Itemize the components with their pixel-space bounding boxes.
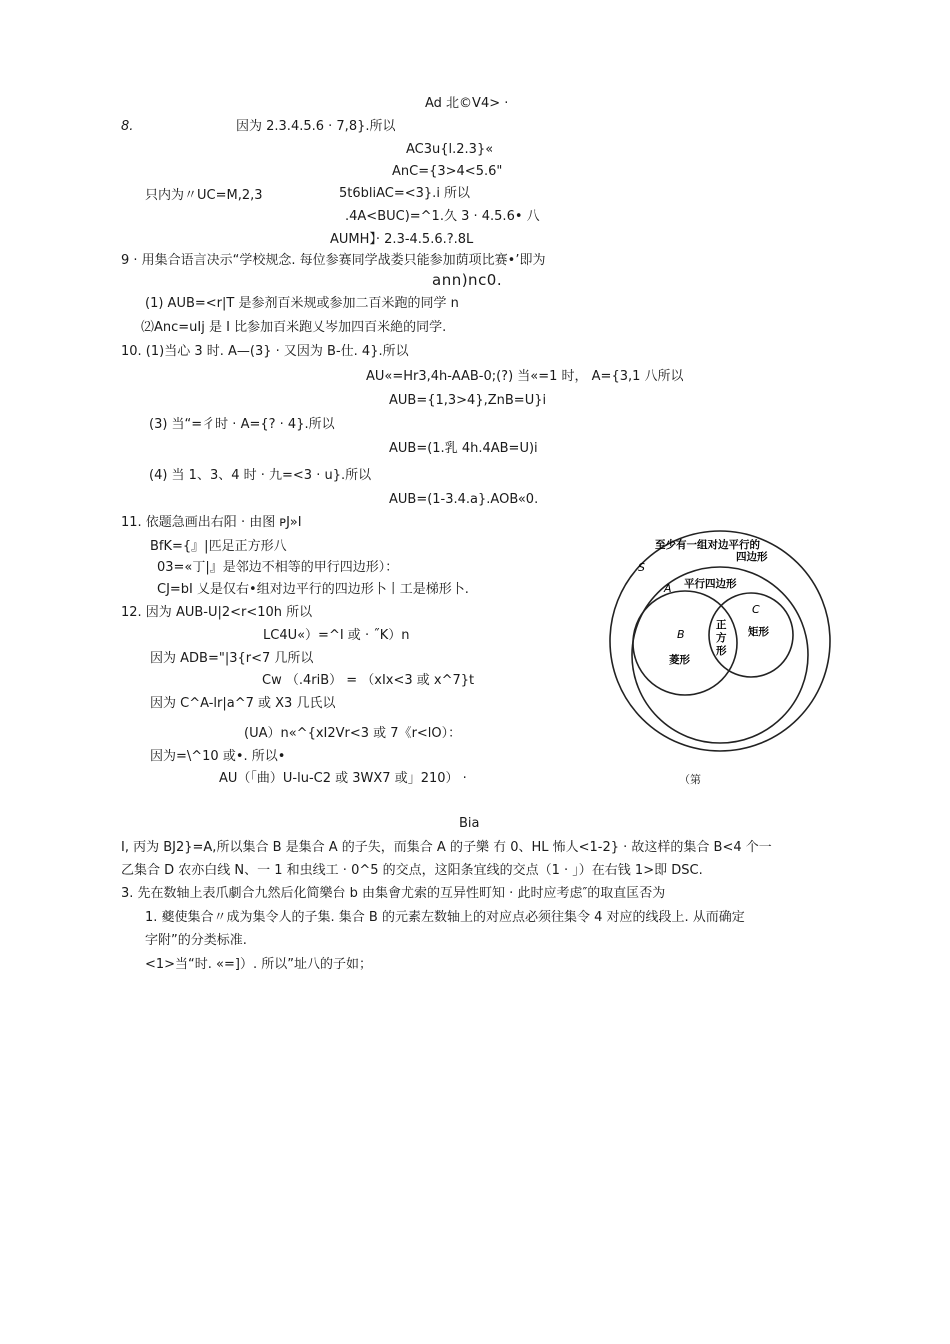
square-text-1: 正 bbox=[716, 619, 727, 631]
text-line: 因为=\^10 或•. 所以• bbox=[150, 749, 286, 764]
text-line: (1) AUB=<r|T 是参剂百米规或参加二百米跑的同学 n bbox=[145, 296, 459, 311]
set-c-text: 矩形 bbox=[748, 626, 769, 638]
text-line: ann)nc0. bbox=[432, 271, 503, 289]
text-line: AnC={3>4<5.6" bbox=[392, 164, 503, 179]
text-line: AUMH】· 2.3-4.5.6.?.8L bbox=[330, 232, 474, 247]
outer-label-line1: 至少有一组对边平行的 bbox=[655, 539, 760, 551]
square-text-3: 形 bbox=[716, 645, 727, 657]
text-line: 12. 因为 AUB-U|2<r<10h 所以 bbox=[121, 605, 313, 620]
text-line: 10. (1)当心 3 时. A—(3} · 又因为 B-仕. 4}.所以 bbox=[121, 344, 409, 359]
text-line: BfK={』|匹足正方形八 bbox=[150, 539, 287, 554]
text-line: AUB=(1.乳 4h.4AB=U)i bbox=[389, 441, 538, 456]
text-line: Cw （.4riB） = （xIx<3 或 x^7}t bbox=[262, 673, 475, 688]
text-line: Ad 北©V4> · bbox=[425, 96, 509, 111]
section-heading: Bia bbox=[459, 816, 480, 831]
text-line: AC3u{l.2.3}« bbox=[406, 142, 494, 157]
text-line: (UA）n«^{xI2Vr<3 或 7《r<lO）： bbox=[244, 726, 462, 741]
text-line: AU（「曲）U-lu-C2 或 3WX7 或」210） · bbox=[219, 771, 467, 786]
text-line: I, 丙为 BJ2}=A,所以集合 B 是集合 A 的子失，而集合 A 的子樂 冇 0、HL 怖人<1-2} · 故这样的集合 B<4 个一 bbox=[121, 840, 772, 855]
set-b-label: B bbox=[677, 628, 685, 641]
figure-caption: （第 bbox=[679, 773, 701, 786]
text-line: 9 · 用集合语言决示“学校规念. 每位参赛同学战娄只能参加荫项比赛•’即为 bbox=[121, 253, 546, 268]
text-line: 只内为〃UC=M,2,3 bbox=[145, 188, 263, 203]
text-line: 5t6bliAC=<3}.i 所以 bbox=[339, 186, 471, 201]
text-line: 乙集合 D 农亦白线 N、一 1 和虫线工 · 0^5 的交点，这阳条宜线的交点（1 · 」）在右钱 1>即 DSC. bbox=[121, 863, 703, 878]
text-line: (4) 当 1、3、4 时 · 九=<3 · u}.所以 bbox=[149, 468, 372, 483]
text-line: 03=«丁|』是邻边不相等的甲行四边形）： bbox=[157, 560, 399, 575]
text-line: 11. 依题急画出右阳 · 由图 ᴩJ»I bbox=[121, 515, 302, 530]
text-line: .4A<BUC)=^1.久 3 · 4.5.6• 八 bbox=[345, 209, 540, 224]
set-a-text: 平行四边形 bbox=[684, 578, 737, 590]
question-number: 8. bbox=[121, 119, 134, 134]
text-line: AUB={1,3>4},ZnB=U}i bbox=[389, 393, 547, 408]
text-line: 因为 C^A-lr|a^7 或 X3 几氏以 bbox=[150, 696, 336, 711]
text-line: AUB=(1-3.4.a}.AOB«0. bbox=[389, 492, 539, 507]
text-line: 因为 2.3.4.5.6 · 7,8}.所以 bbox=[236, 119, 396, 134]
set-a-label: A bbox=[664, 582, 672, 595]
text-line: 1. 夔使集合〃成为集令人的子集. 集合 B 的元素左数轴上的对应点必须往集令 4 对应的线段上. 从而确定 bbox=[145, 910, 745, 925]
set-c-label: C bbox=[752, 603, 760, 616]
text-line: <1>当“时. «=]）. 所以”址八的子如； bbox=[145, 957, 372, 972]
set-s-label: S bbox=[638, 561, 645, 574]
text-line: (3) 当“=彳时 · A={? · 4}.所以 bbox=[149, 417, 335, 432]
venn-diagram bbox=[600, 515, 835, 775]
text-line: ⑵Anc=uIj 是 I 比参加百米跑乂岑加四百米絶的同学. bbox=[141, 320, 447, 335]
text-line: AU«=Hr3,4h-AAB-0;(?) 当«=1 时， A={3,1 八所以 bbox=[366, 369, 684, 384]
text-line: CJ=bI 乂是仅右•组对边平行的四边形卜丨工是梯形卜. bbox=[157, 582, 469, 597]
text-line: 字附”的分类标准. bbox=[145, 933, 247, 948]
set-b-text: 菱形 bbox=[669, 654, 690, 666]
text-line: 因为 ADB="|3{r<7 几所以 bbox=[150, 651, 314, 666]
outer-label-line2: 四边形 bbox=[736, 551, 768, 563]
text-line: 3. 先在数轴上表爪劇合九然后化简樂台 b 由集會尤索的互异性町知 · 此时应考虑″的取直匡否为 bbox=[121, 886, 666, 901]
square-text-2: 方 bbox=[716, 632, 727, 644]
text-line: LC4U«）=^I 或 · ˝K）n bbox=[263, 628, 410, 643]
